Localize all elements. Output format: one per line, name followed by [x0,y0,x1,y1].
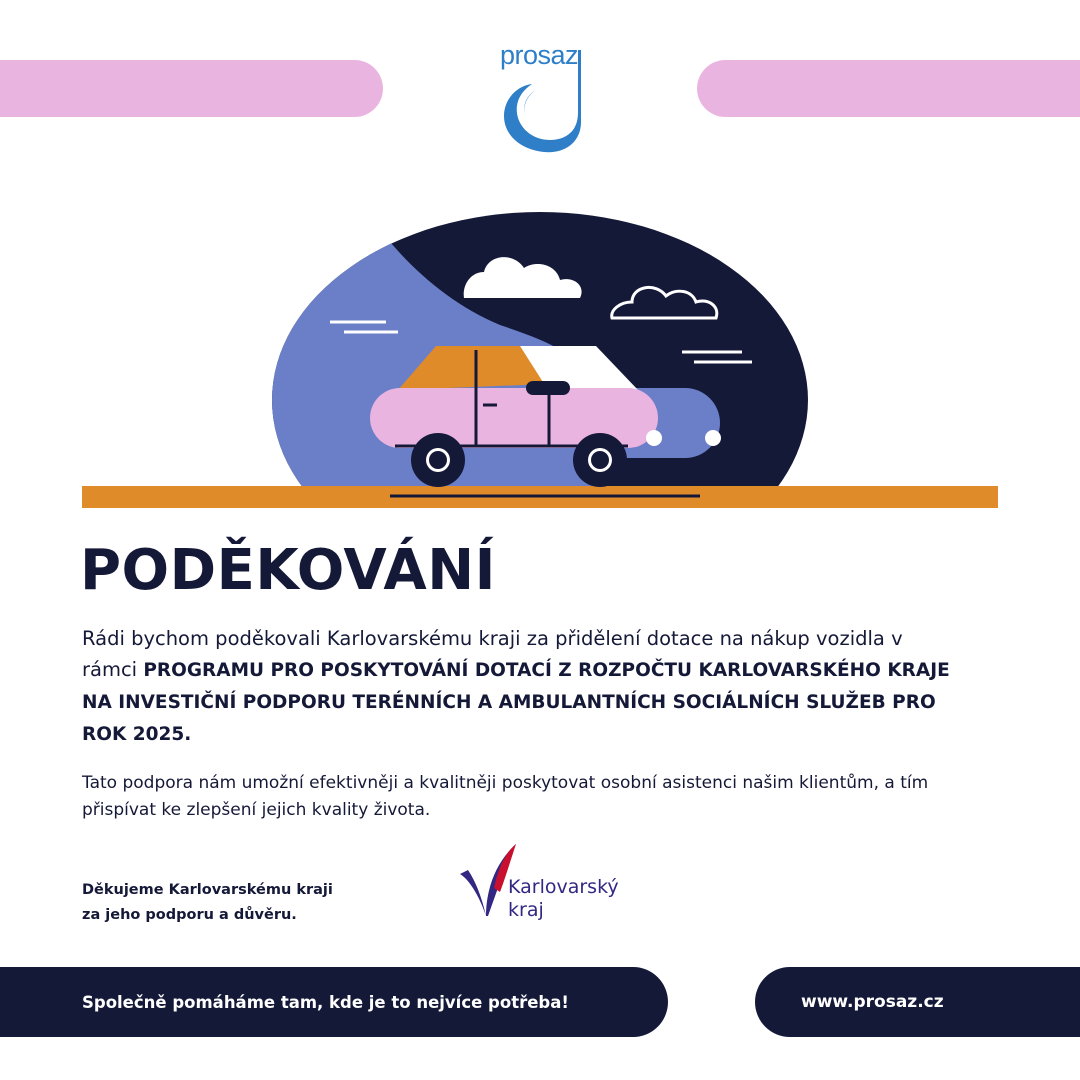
logo-text: prosaz [500,40,579,70]
prosaz-logo [492,38,592,154]
car-illustration-icon [0,200,1080,520]
decorative-pill-right [697,60,1080,117]
footer-website-bar[interactable] [755,967,1080,1037]
program-name: PROGRAMU PRO POSKYTOVÁNÍ DOTACÍ Z ROZPOČTU KARLOVARSKÉHO KRAJE NA INVESTIČNÍ PODPORU TERÉNNÍCH A AMBULANTNÍCH SOCIÁLNÍCH SLUŽEB PRO ROK 2025. [82,660,950,745]
support-paragraph: Tato podpora nám umožní efektivněji a kvalitněji poskytovat osobní asistenci našim klientům, a tím přispívat ke zlepšení jejich kvality života. [82,773,929,820]
car-illustration [0,200,1080,520]
thanks-paragraph-intro: Rádi bychom poděkovali Karlovarskému kraji za přidělení dotace na nákup vozidla v rámci [82,627,903,681]
partner-logo-text [508,876,619,922]
footer-slogan: Společně pomáháme tam, kde je to nejvíce potřeba! [82,992,569,1012]
decorative-pill-left [0,60,383,117]
thanks-note-line2: za jeho podporu a důvěru. [82,907,297,923]
website-link[interactable]: www.prosaz.cz [801,992,944,1012]
karlovarsky-kraj-logo [456,840,666,930]
page-title: PODĚKOVÁNÍ [80,538,496,603]
karlovarsky-kraj-logo-icon [456,840,516,930]
footer-slogan-bar [0,967,668,1037]
thanks-note [82,878,402,928]
partner-logo-line1: Karlovarský [508,876,619,898]
thanks-paragraph [82,623,962,750]
thanks-note-line1: Děkujeme Karlovarskému kraji [82,882,333,898]
partner-logo-line2: kraj [508,899,544,921]
